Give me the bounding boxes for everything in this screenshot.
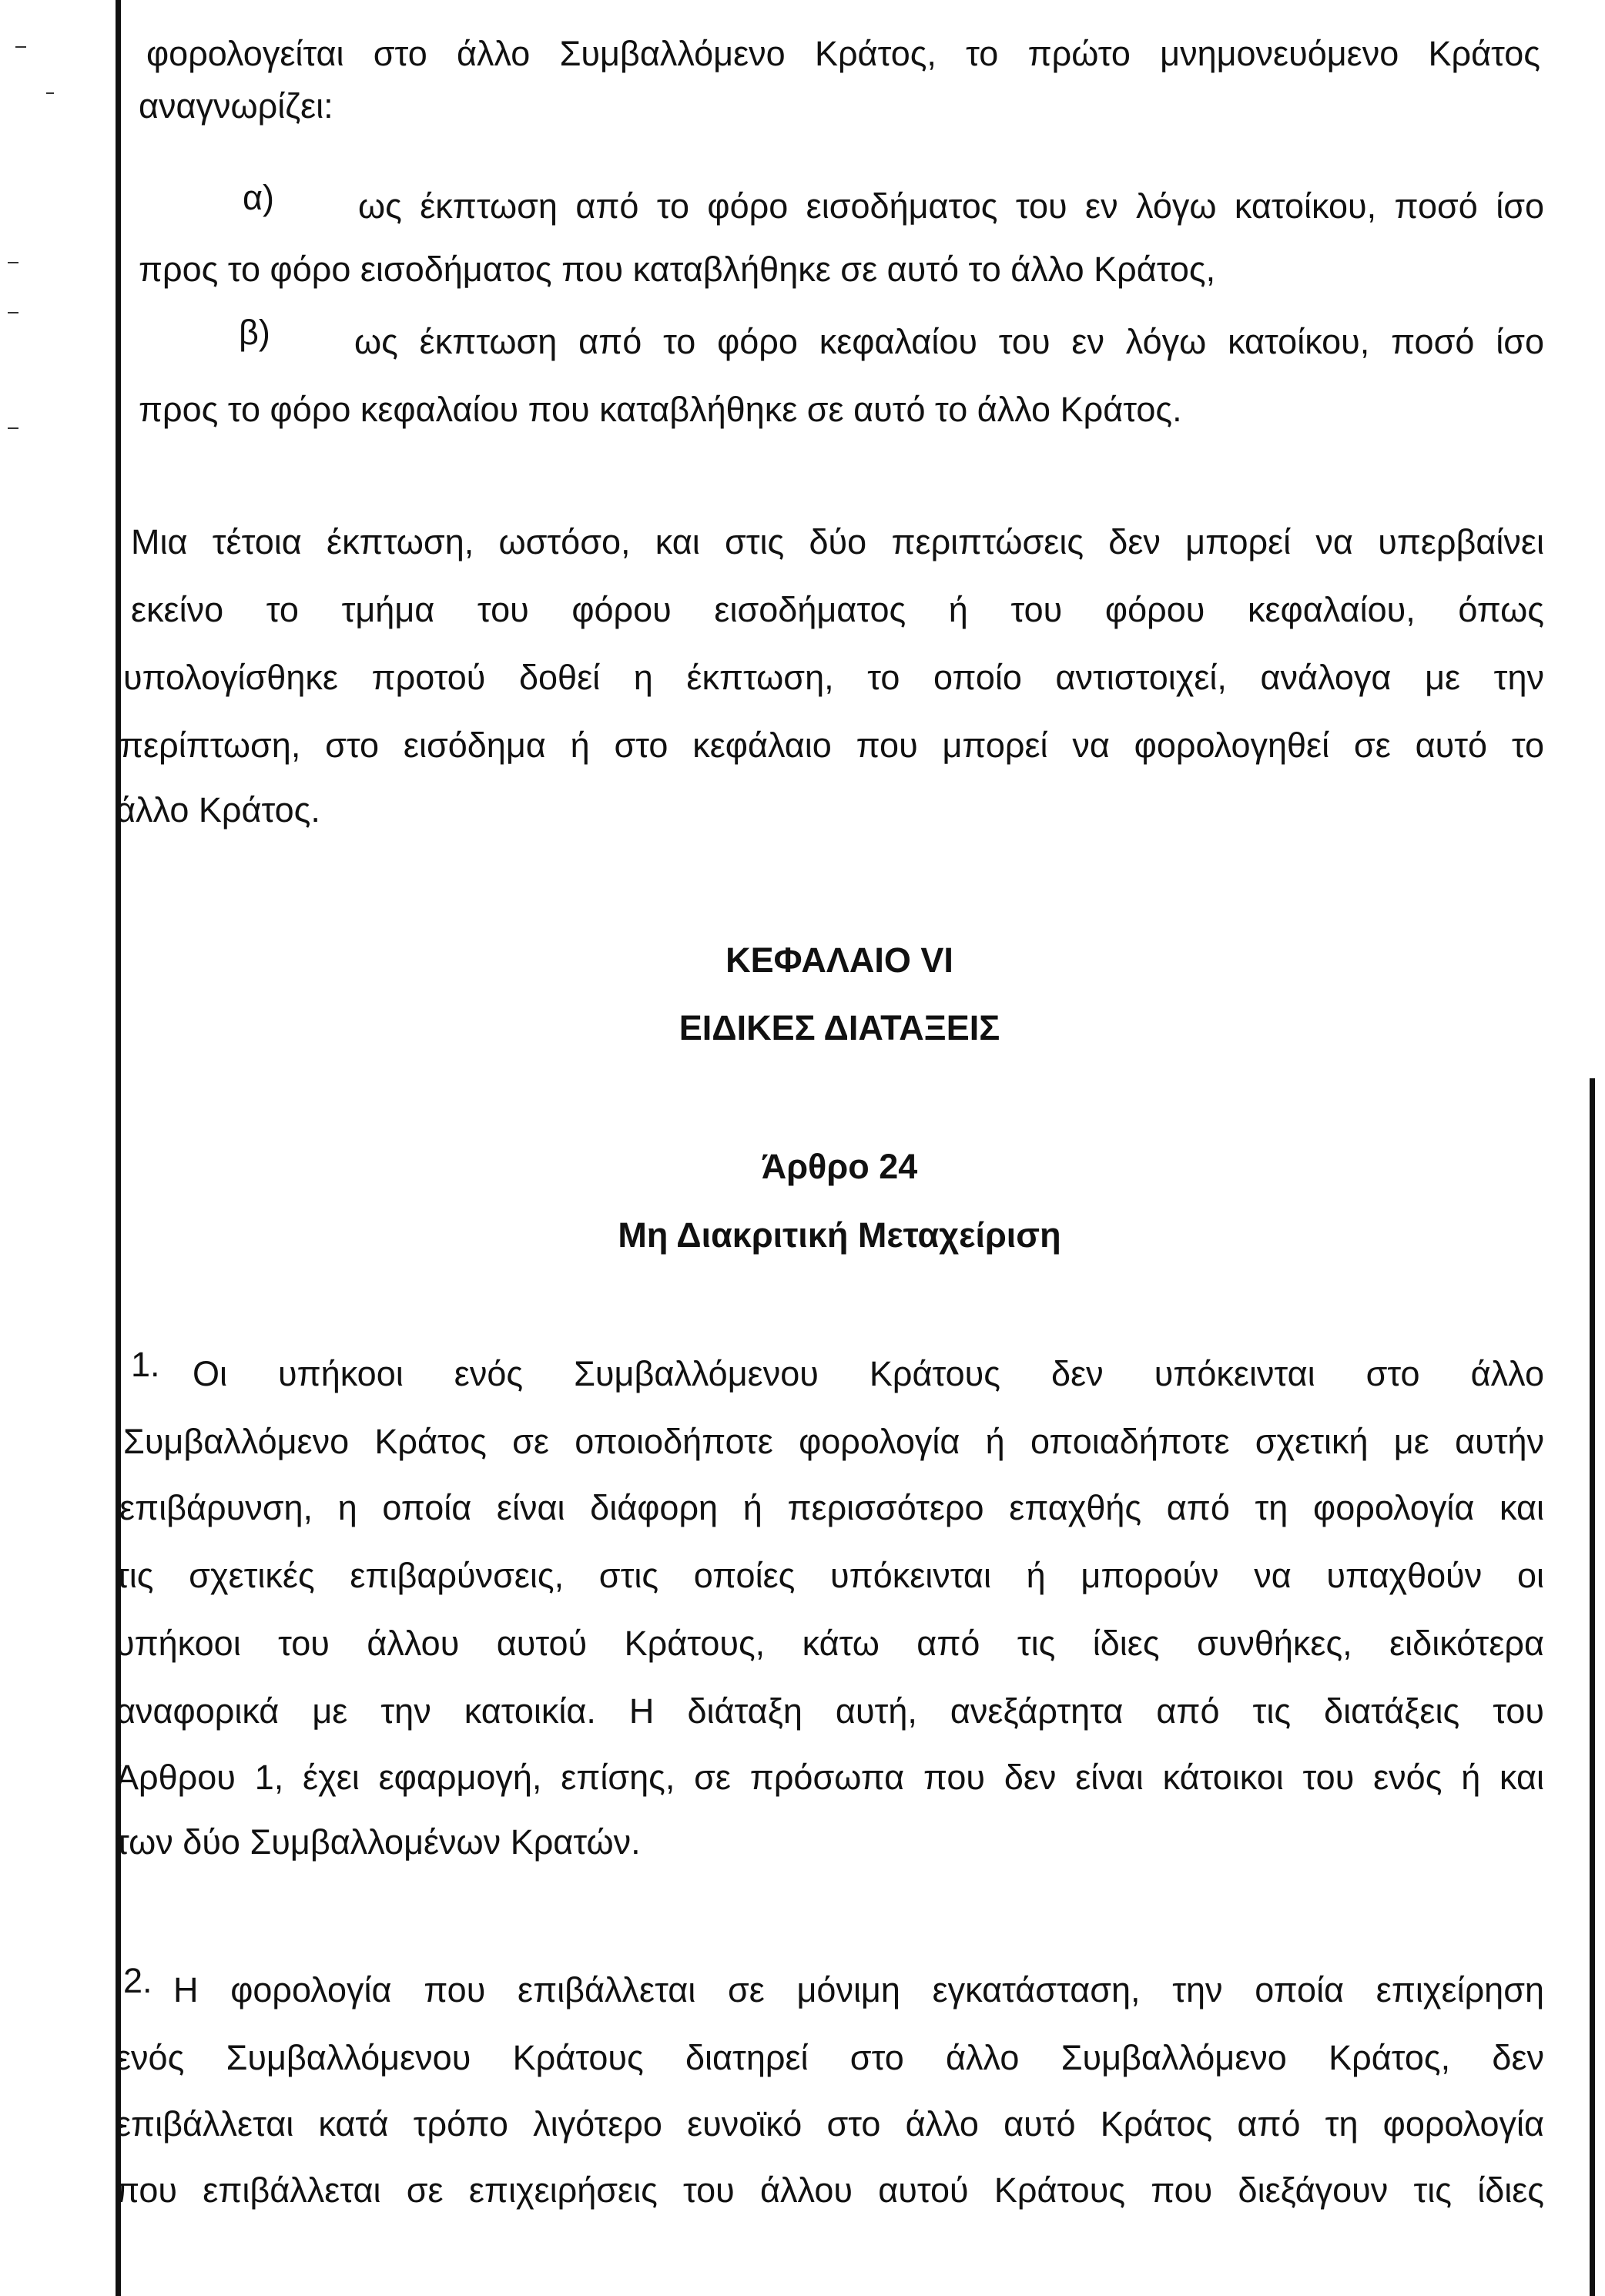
scan-mark — [46, 92, 54, 94]
paragraph-line: εκείνο το τμήμα του φόρου εισοδήματος ή του φόρου κεφαλαίου, όπως — [131, 590, 1544, 629]
paragraph-line: επιβάρυνση, η οποία είναι διάφορη ή περισσότερο επαχθής από τη φορολογία και — [119, 1488, 1544, 1527]
right-margin-line — [1590, 1078, 1595, 2296]
item-line: προς το φόρο εισοδήματος που καταβλήθηκε σε αυτό το άλλο Κράτος, — [139, 250, 1216, 289]
scan-mark — [15, 46, 26, 48]
paragraph-line: Άρθρου 1, έχει εφαρμογή, επίσης, σε πρόσωπα που δεν είναι κάτοικοι του ενός ή και — [116, 1758, 1544, 1797]
item-marker: β) — [239, 313, 270, 352]
paragraph-line: υπολογίσθηκε προτού δοθεί η έκπτωση, το οποίο αντιστοιχεί, ανάλογα με την — [123, 658, 1544, 697]
paragraph-line: Οι υπήκοοι ενός Συμβαλλόμενου Κράτους δεν υπόκεινται στο άλλο — [193, 1354, 1544, 1393]
intro-line: αναγνωρίζει: — [139, 86, 333, 126]
paragraph-number: 1. — [131, 1345, 160, 1384]
chapter-number: ΚΕΦΑΛΑΙΟ VI — [725, 940, 953, 980]
scan-mark — [8, 262, 18, 263]
article-title: Μη Διακριτική Μεταχείριση — [618, 1215, 1061, 1255]
item-line: προς το φόρο κεφαλαίου που καταβλήθηκε σε αυτό το άλλο Κράτος. — [139, 390, 1182, 429]
paragraph-number: 2. — [123, 1961, 152, 2000]
paragraph-line: άλλο Κράτος. — [116, 790, 320, 830]
paragraph-line: Μια τέτοια έκπτωση, ωστόσο, και στις δύο περιπτώσεις δεν μπορεί να υπερβαίνει — [131, 522, 1544, 561]
paragraph-line: αναφορικά με την κατοικία. Η διάταξη αυτή, ανεξάρτητα από τις διατάξεις του — [116, 1691, 1544, 1731]
article-number: Άρθρο 24 — [761, 1147, 918, 1186]
item-line: ως έκπτωση από το φόρο εισοδήματος του εν λόγω κατοίκου, ποσό ίσο — [358, 186, 1544, 226]
chapter-title: ΕΙΔΙΚΕΣ ΔΙΑΤΑΞΕΙΣ — [679, 1008, 1000, 1047]
item-line: ως έκπτωση από το φόρο κεφαλαίου του εν λόγω κατοίκου, ποσό ίσο — [354, 322, 1544, 361]
paragraph-line: των δύο Συμβαλλομένων Κρατών. — [116, 1822, 641, 1862]
scan-mark — [8, 312, 18, 313]
paragraph-line: τις σχετικές επιβαρύνσεις, στις οποίες υπόκεινται ή μπορούν να υπαχθούν οι — [116, 1556, 1544, 1595]
paragraph-line: υπήκοοι του άλλου αυτού Κράτους, κάτω από τις ίδιες συνθήκες, ειδικότερα — [116, 1624, 1544, 1663]
paragraph-line: Συμβαλλόμενο Κράτος σε οποιοδήποτε φορολογία ή οποιαδήποτε σχετική με αυτήν — [123, 1422, 1544, 1461]
intro-line: φορολογείται στο άλλο Συμβαλλόμενο Κράτος, το πρώτο μνημονευόμενο Κράτος — [146, 34, 1540, 73]
paragraph-line: επιβάλλεται κατά τρόπο λιγότερο ευνοϊκό στο άλλο αυτό Κράτος από τη φορολογία — [116, 2104, 1544, 2143]
scan-mark — [8, 427, 18, 429]
paragraph-line: ενός Συμβαλλόμενου Κράτους διατηρεί στο άλλο Συμβαλλόμενο Κράτος, δεν — [116, 2038, 1544, 2077]
paragraph-line: περίπτωση, στο εισόδημα ή στο κεφάλαιο που μπορεί να φορολογηθεί σε αυτό το — [119, 726, 1544, 765]
paragraph-line: Η φορολογία που επιβάλλεται σε μόνιμη εγκατάσταση, την οποία επιχείρηση — [173, 1970, 1544, 2009]
paragraph-line: που επιβάλλεται σε επιχειρήσεις του άλλου αυτού Κράτους που διεξάγουν τις ίδιες — [116, 2170, 1544, 2210]
item-marker: α) — [243, 178, 275, 217]
